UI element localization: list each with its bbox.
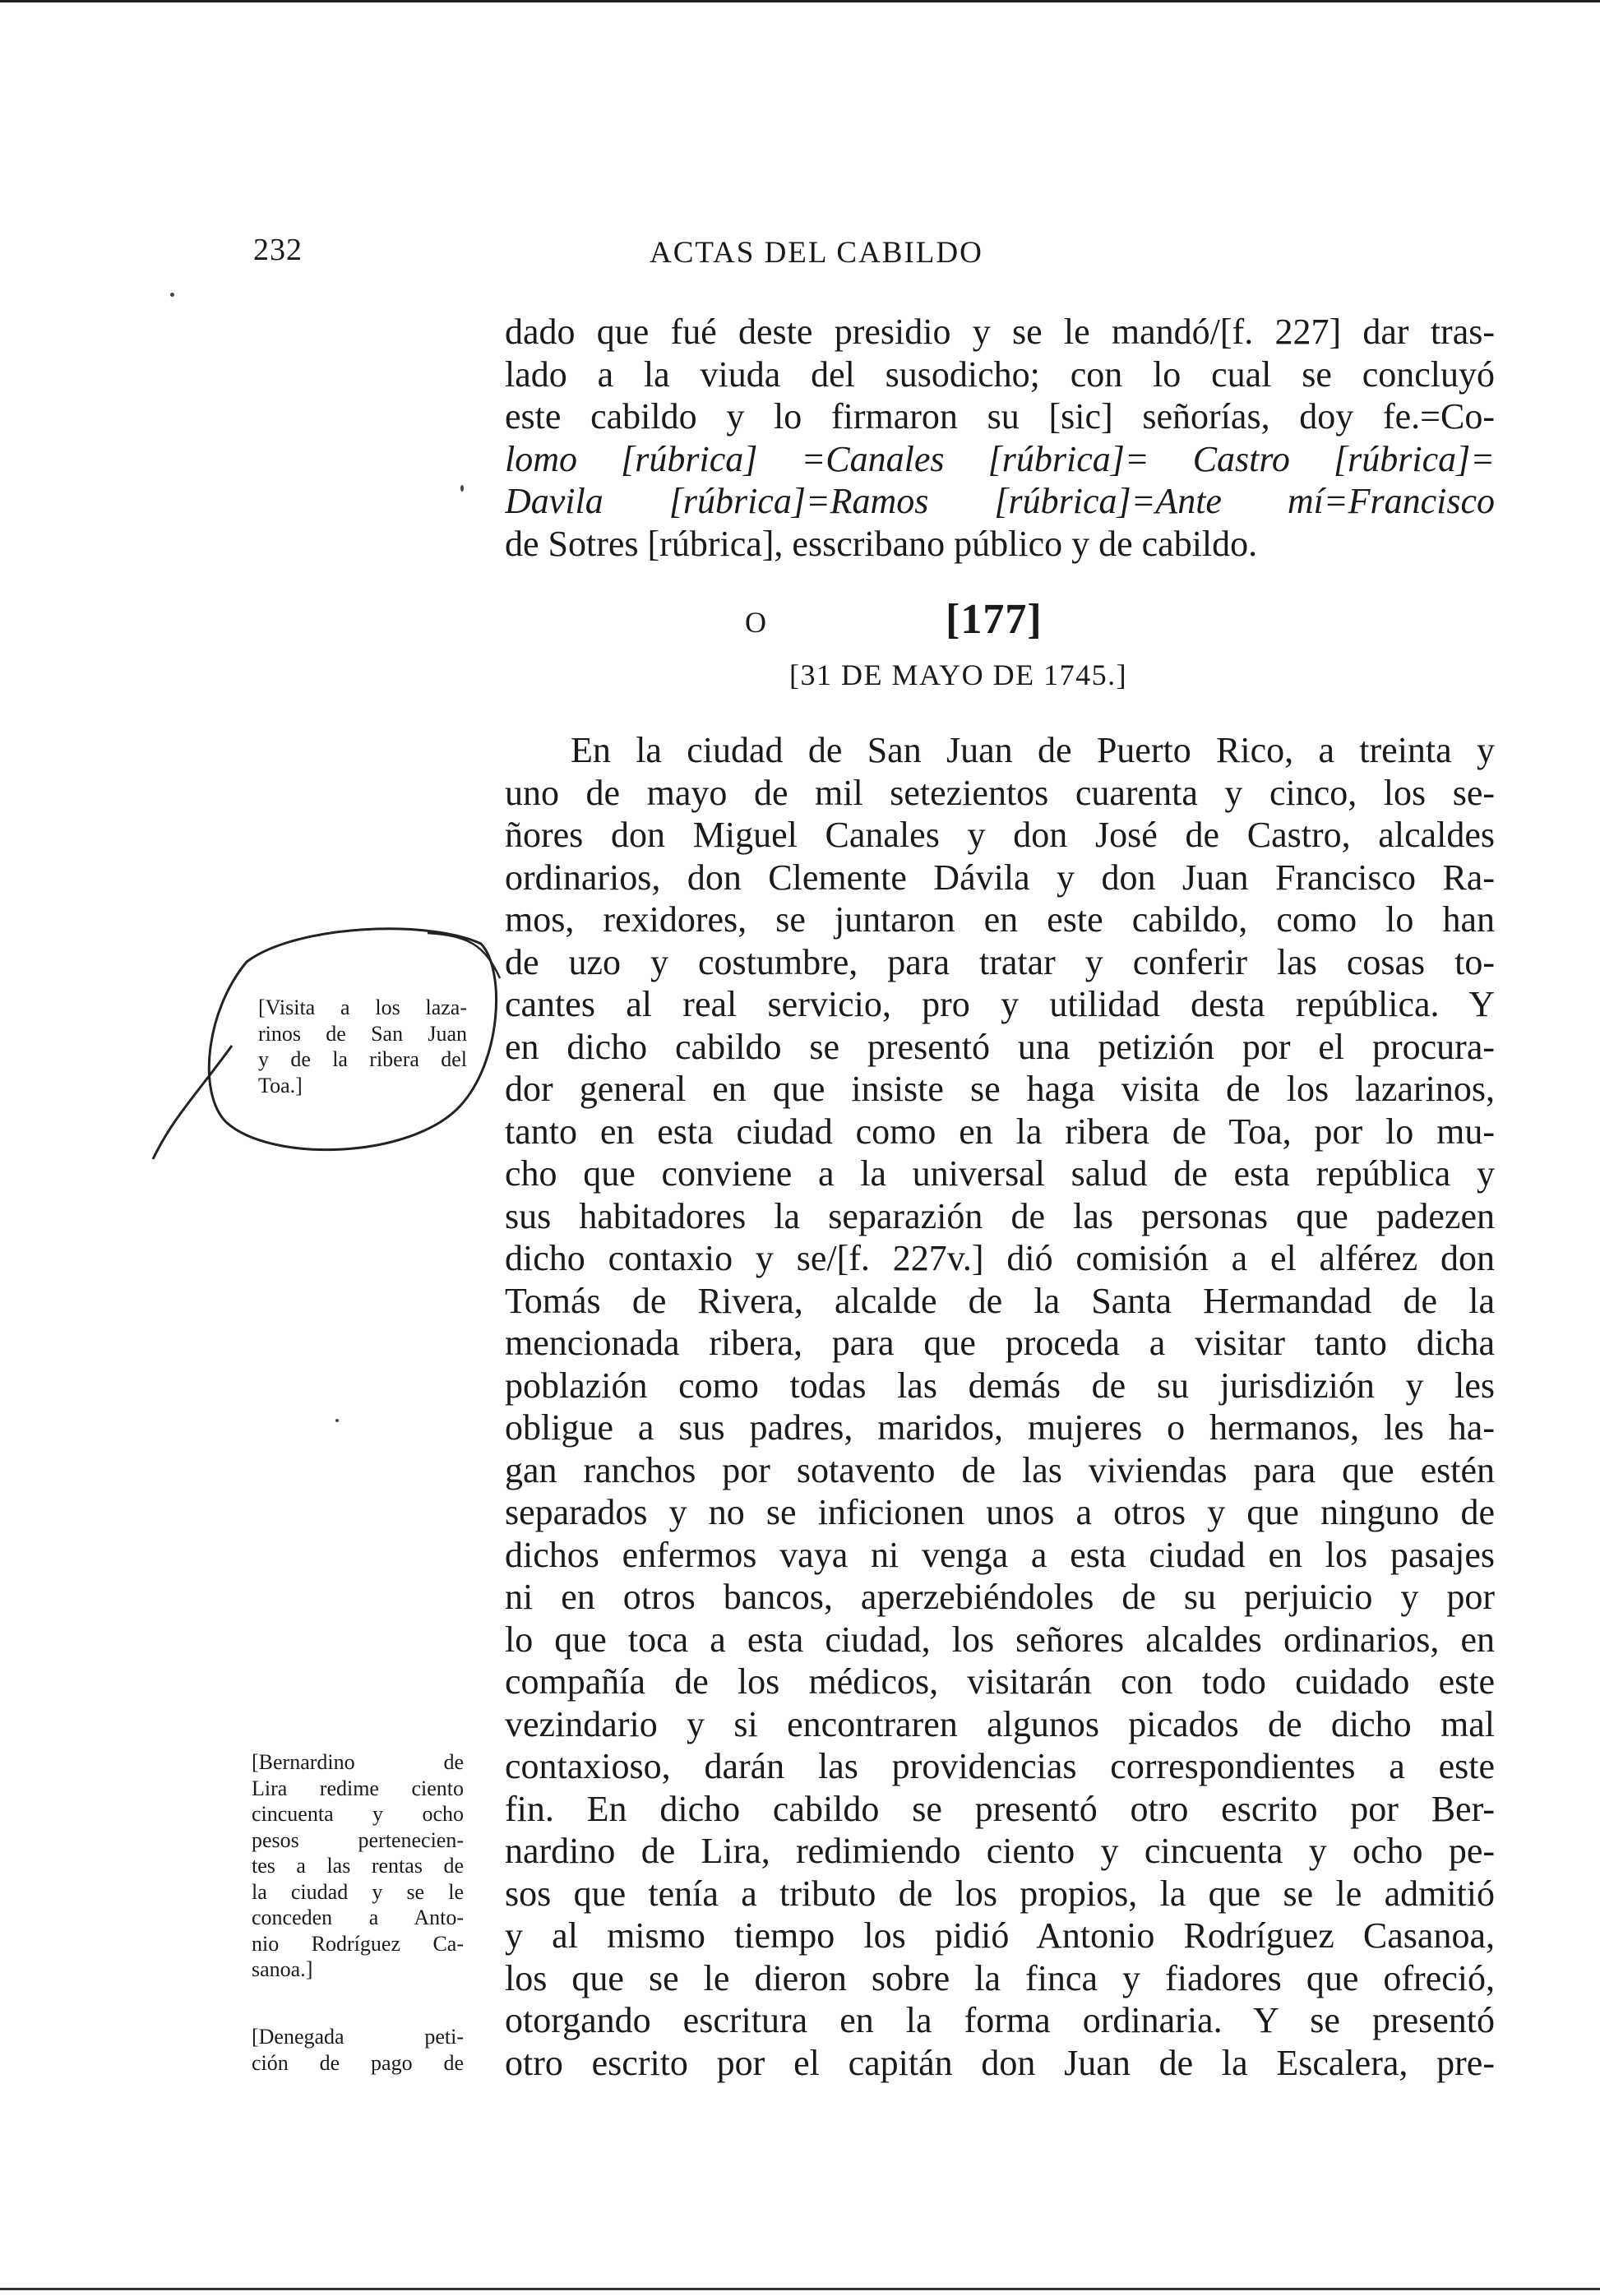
running-head: ACTAS DEL CABILDO [650, 236, 983, 270]
line-text: de uzo y costumbre, para tratar y conferir las cosas to- [505, 941, 1495, 982]
line-text: pesos pertenecien- [252, 1827, 464, 1852]
line-text: gan ranchos por sotavento de las viviendas para que estén [505, 1449, 1495, 1490]
line-text: mos, rexidores, se juntaron en este cabildo, como lo han [505, 899, 1495, 940]
line-text: Tomás de Rivera, alcalde de la Santa Hermandad de la [505, 1280, 1495, 1321]
line-text: [Denegada peti- [252, 2025, 464, 2049]
line-text: lado a la viuda del susodicho; con lo cual se concluyó [505, 353, 1495, 395]
line-text: sos que tenía a tributo de los propios, la que se le admitió [505, 1873, 1495, 1914]
line-text: tanto en esta ciudad como en la ribera de Toa, por lo mu- [505, 1111, 1495, 1152]
line-text: cincuenta y ocho [252, 1802, 464, 1826]
line-text: sus habitadores la separazión de las personas que padezen [505, 1195, 1495, 1236]
oval-tail-stroke [153, 1046, 232, 1159]
line-text: ordinarios, don Clemente Dávila y don Juan Francisco Ra- [505, 857, 1495, 898]
paper-speck [335, 1419, 339, 1422]
line-text: [Bernardino de [252, 1750, 464, 1774]
line-text: lo que toca a esta ciudad, los señores alcaldes ordinarios, en [505, 1619, 1495, 1660]
line-text: contaxioso, darán las providencias correspondientes a este [505, 1746, 1495, 1786]
line-text: separados y no se inficionen unos a otros y que ninguno de [505, 1492, 1495, 1532]
line-text: lomo [rúbrica] =Canales [rúbrica]= Castro [rúbrica]= [505, 438, 1495, 479]
line-text: dor general en que insiste se haga visita de los lazarinos, [505, 1069, 1495, 1109]
line-text: y de la ribera del [258, 1047, 467, 1071]
paper-speck [170, 293, 174, 297]
line-text: este cabildo y lo firmaron su [sic] señorías, doy fe.=Co- [505, 396, 1495, 437]
line-text: dicho contaxio y se/[f. 227v.] dió comisión a el alférez don [505, 1238, 1495, 1278]
line-text: En la ciudad de San Juan de Puerto Rico, a treinta y [571, 730, 1495, 770]
page-number: 232 [253, 233, 303, 267]
oval-stroke [209, 929, 496, 1150]
line-text: de Sotres [rúbrica], esscribano público y de cabildo. [505, 523, 1258, 564]
line-text: tes a las rentas de [252, 1854, 464, 1878]
line-text: rinos de San Juan [258, 1021, 467, 1046]
line-text: ción de pago de [252, 2050, 464, 2075]
line-text: compañía de los médicos, visitarán con todo cuidado este [505, 1661, 1495, 1702]
line-text: cantes al real servicio, pro y utilidad desta república. Y [505, 984, 1495, 1024]
line-text: ni en otros bancos, aperzebiéndoles de su perjuicio y por [505, 1577, 1495, 1617]
line-text: fin. En dicho cabildo se presentó otro escrito por Ber- [505, 1788, 1495, 1829]
line-text: [Visita a los laza- [258, 996, 467, 1019]
line-text: otro escrito por el capitán don Juan de la Escalera, pre- [505, 2042, 1495, 2083]
line-text: Toa.] [258, 1073, 303, 1097]
line-text: Davila [rúbrica]=Ramos [rúbrica]=Ante mí=Francisco [505, 481, 1495, 521]
line-text: nio Rodríguez Ca- [252, 1931, 464, 1956]
line-text: uno de mayo de mil setezientos cuarenta y cinco, los se- [505, 772, 1495, 813]
line-text: dichos enfermos vaya ni venga a esta ciudad en los pasajes [505, 1534, 1495, 1575]
line-text: Lira redime ciento [252, 1776, 464, 1800]
line-text: los que se le dieron sobre la finca y fiadores que ofreció, [505, 1957, 1495, 1998]
line-text: vezindario y si encontraren algunos picados de dicho mal [505, 1703, 1495, 1744]
line-text: obligue a sus padres, maridos, mujeres o hermanos, les ha- [505, 1407, 1495, 1448]
line-text: conceden a Anto- [252, 1906, 464, 1929]
entry-date: [31 DE MAYO DE 1745.] [789, 658, 1128, 691]
line-text: en dicho cabildo se presentó una petizión por el procura- [505, 1026, 1495, 1067]
line-text: mencionada ribera, para que proceda a visitar tanto dicha [505, 1323, 1495, 1363]
entry-number: [177] [946, 596, 1043, 643]
line-text: cho que conviene a la universal salud de esta república y [505, 1153, 1495, 1194]
bottom-border-line [0, 2288, 1600, 2290]
handwritten-circle-mark: O [745, 606, 766, 639]
line-text: dado que fué deste presidio y se le mandó/[f. 227] dar tras- [505, 312, 1495, 352]
line-text: ñores don Miguel Canales y don José de Castro, alcaldes [505, 815, 1495, 855]
line-text: y al mismo tiempo los pidió Antonio Rodríguez Casanoa, [505, 1915, 1495, 1956]
line-text: poblazión como todas las demás de su jurisdizión y les [505, 1365, 1495, 1406]
line-text: otorgando escritura en la forma ordinaria. Y se presentó [505, 2000, 1495, 2040]
line-text: sanoa.] [252, 1957, 313, 1981]
line-text: la ciudad y se le [252, 1879, 464, 1904]
paper-speck [460, 485, 464, 492]
line-text: nardino de Lira, redimiendo ciento y cincuenta y ocho pe- [505, 1831, 1495, 1871]
